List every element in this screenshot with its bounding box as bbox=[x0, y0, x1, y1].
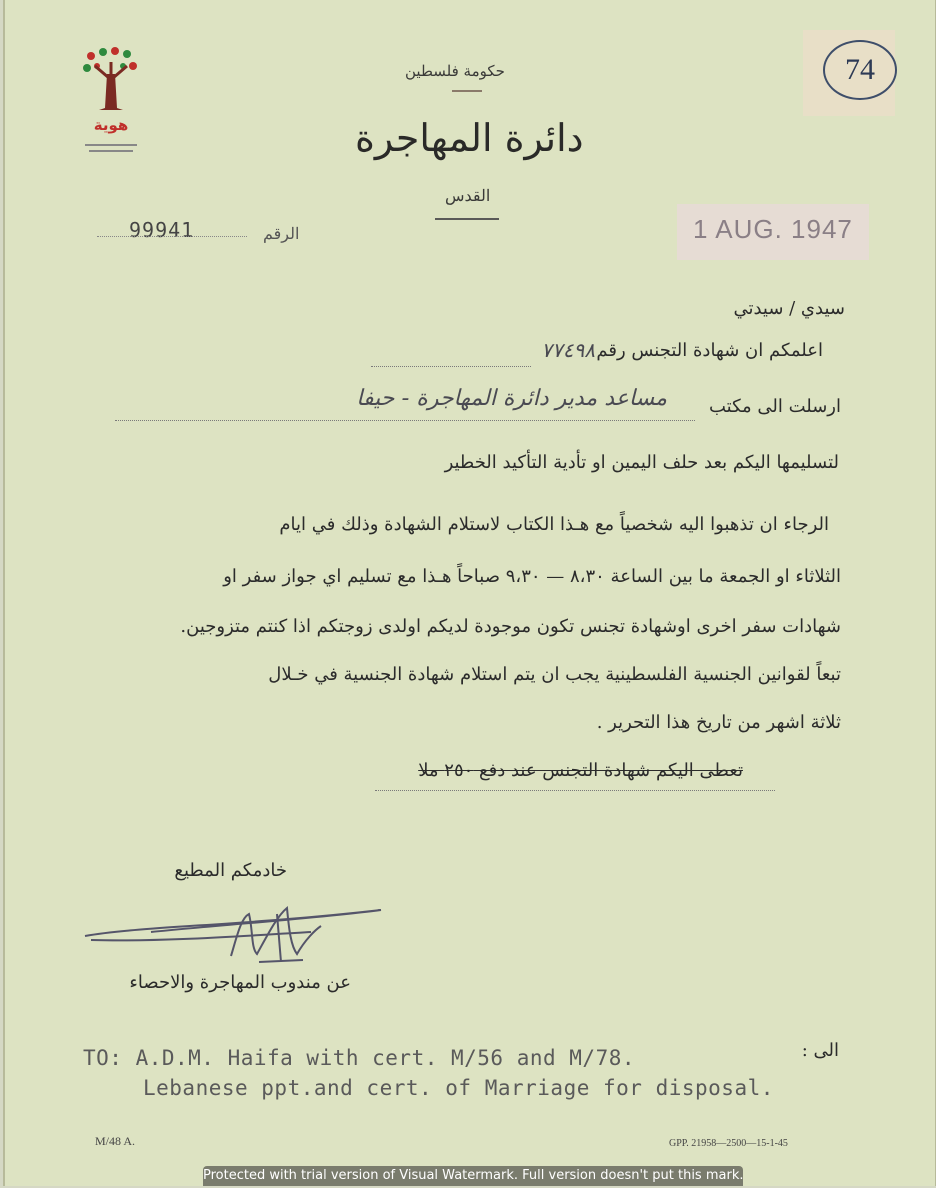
certificate-number-dotted-line bbox=[371, 366, 531, 367]
paragraph-2-line-1: تبعاً لقوانين الجنسية الفلسطينية يجب ان يتم استلام شهادة الجنسية في خـلال bbox=[268, 664, 841, 685]
heading-divider bbox=[452, 90, 482, 92]
certificate-number: ٧٧٤٩٨ bbox=[541, 338, 595, 362]
form-code: M/48 A. bbox=[95, 1134, 136, 1148]
handwritten-office-name: مساعد مدير دائرة المهاجرة - حيفا bbox=[356, 386, 667, 411]
watermark-banner: Protected with trial version of Visual Watermark. Full version doesn't put this mark. bbox=[203, 1166, 743, 1186]
city-underline bbox=[435, 218, 499, 220]
recipient-line-2: Lebanese ppt.and cert. of Marriage for disposal. bbox=[143, 1076, 774, 1100]
signature bbox=[81, 896, 391, 980]
oath-line: لتسليمها اليكم بعد حلف اليمين او تأدية التأكيد الخطير bbox=[444, 452, 839, 473]
archive-logo bbox=[79, 44, 143, 164]
paragraph-1-line-3: شهادات سفر اخرى اوشهادة تجنس تكون موجودة لديكم اولدى زوجتكم اذا كنتم متزوجين. bbox=[180, 616, 841, 637]
department-title: دائرة المهاجرة bbox=[355, 116, 584, 160]
printer-code: GPP. 21958—2500—15-1-45 bbox=[669, 1138, 788, 1149]
government-heading: حكومة فلسطين bbox=[405, 62, 505, 80]
paragraph-1-line-1: الرجاء ان تذهبوا اليه شخصياً مع هـذا الكتاب لاستلام الشهادة وذلك في ايام bbox=[279, 514, 829, 535]
recipient-label-arabic: الى : bbox=[801, 1040, 839, 1061]
salutation: سيدي / سيدتي bbox=[733, 298, 845, 319]
file-mark-stamp: 74 bbox=[823, 40, 897, 100]
office-dotted-line bbox=[115, 420, 695, 421]
paragraph-1-line-2: الثلاثاء او الجمعة ما بين الساعة ٨،٣٠ — ٩،٣٠ صباحاً هـذا مع تسليم اي جواز سفر او bbox=[223, 566, 841, 587]
reference-label: الرقم bbox=[263, 224, 300, 243]
reference-number: 99941 bbox=[129, 218, 195, 242]
certificate-line-text: اعلمكم ان شهادة التجنس رقم bbox=[596, 340, 823, 361]
date-stamp: 1 AUG. 1947 bbox=[693, 214, 853, 244]
document-page bbox=[3, 0, 936, 1186]
closing-phrase: خادمكم المطيع bbox=[174, 860, 287, 881]
reference-dotted-line bbox=[97, 236, 247, 237]
sent-to-office-text: ارسلت الى مكتب bbox=[708, 396, 841, 417]
paragraph-2-line-2: ثلاثة اشهر من تاريخ هذا التحرير . bbox=[596, 712, 841, 733]
signatory-title: عن مندوب المهاجرة والاحصاء bbox=[129, 972, 351, 993]
fee-dotted-line bbox=[375, 790, 775, 791]
recipient-line-1: TO: A.D.M. Haifa with cert. M/56 and M/78. bbox=[83, 1046, 636, 1070]
fee-line-crossed-out: تعطى اليكم شهادة التجنس عند دفع ٢٥٠ ملا bbox=[418, 760, 743, 781]
svg-text:هوية: هوية bbox=[93, 116, 129, 134]
city-name: القدس bbox=[445, 186, 491, 205]
